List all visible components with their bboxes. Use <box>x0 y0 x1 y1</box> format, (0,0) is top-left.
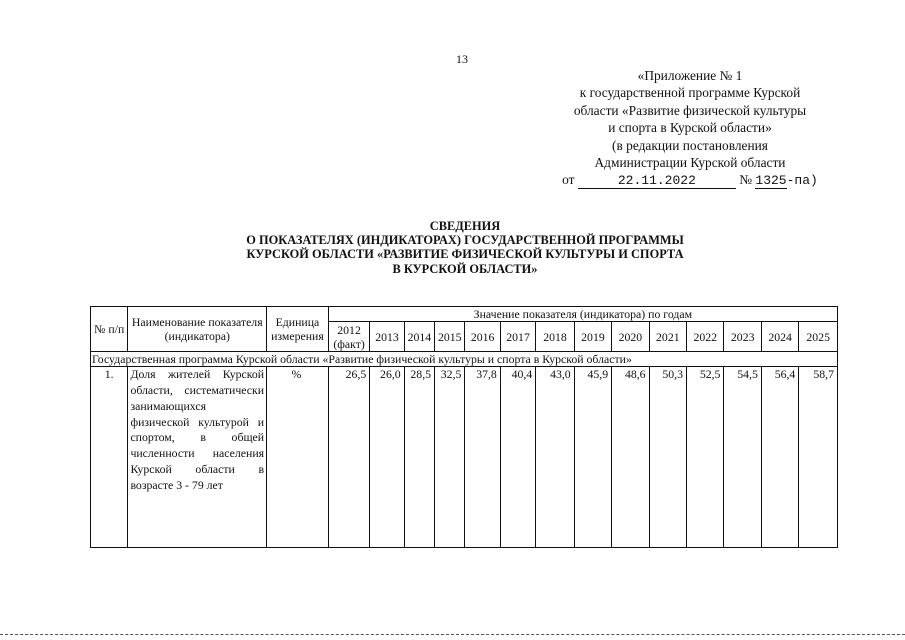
header-year: 2020 <box>612 322 649 352</box>
scan-edge-line <box>0 634 905 637</box>
header-year: 2021 <box>649 322 686 352</box>
row-value: 56,4 <box>761 367 798 548</box>
header-year: 2019 <box>574 322 611 352</box>
header-year: 2025 <box>799 322 838 352</box>
row-value: 54,5 <box>724 367 761 548</box>
header-name: Наименование показателя (индикатора) <box>128 307 267 352</box>
row-value: 26,0 <box>370 367 404 548</box>
row-value: 43,0 <box>536 367 574 548</box>
appendix-line: к государственной программе Курской <box>579 85 801 101</box>
header-year: 2012 (факт) <box>328 322 369 352</box>
row-value: 50,3 <box>649 367 686 548</box>
appendix-line: Администрации Курской области <box>594 155 786 171</box>
row-value: 45,9 <box>574 367 611 548</box>
appendix-line: «Приложение № 1 <box>637 68 743 83</box>
appendix-line: и спорта в Курской области» <box>608 120 772 136</box>
resolution-date-line <box>548 171 832 189</box>
row-value: 40,4 <box>500 367 535 548</box>
page-number: 13 <box>456 52 468 66</box>
row-name: Доля жителей Курской области, систематически занимающихся физической культурой и спортом, в общей численности населения Курской области в возрасте 3 - 79 лет <box>128 367 267 548</box>
header-year: 2015 <box>435 322 465 352</box>
row-unit: % <box>267 367 329 548</box>
program-row <box>91 352 838 367</box>
appendix-line: области «Развитие физической культуры <box>573 102 807 118</box>
heading-line: СВЕДЕНИЯ <box>429 219 501 233</box>
resolution-number: 1325 <box>755 173 787 189</box>
row-value: 26,5 <box>328 367 369 548</box>
row-value: 52,5 <box>687 367 724 548</box>
heading-line: О ПОКАЗАТЕЛЯХ (ИНДИКАТОРАХ) ГОСУДАРСТВЕННОЙ ПРОГРАММЫ <box>246 233 684 248</box>
appendix-block <box>548 67 832 190</box>
header-year: 2024 <box>761 322 798 352</box>
row-value: 58,7 <box>799 367 838 548</box>
header-year: 2023 <box>724 322 761 352</box>
header-year: 2022 <box>687 322 724 352</box>
header-num: № п/п <box>91 307 128 352</box>
table-row <box>91 367 838 548</box>
header-year: 2014 <box>404 322 434 352</box>
appendix-line: (в редакции постановления <box>612 137 768 153</box>
program-title: Государственная программа Курской области «Развитие физической культуры и спорта в Курской области» <box>91 352 838 367</box>
resolution-date: 22.11.2022 <box>578 174 736 189</box>
header-year: 2017 <box>500 322 535 352</box>
row-value: 32,5 <box>435 367 465 548</box>
row-value: 48,6 <box>612 367 649 548</box>
document-heading <box>215 219 715 276</box>
row-num: 1. <box>91 367 128 548</box>
resolution-suffix: -па) <box>786 173 818 189</box>
header-values-group: Значение показателя (индикатора) по годам <box>328 307 837 322</box>
row-value: 28,5 <box>404 367 434 548</box>
row-value: 37,8 <box>465 367 500 548</box>
header-year: 2018 <box>536 322 574 352</box>
header-year: 2013 <box>370 322 404 352</box>
header-year: 2016 <box>465 322 500 352</box>
indicators-table <box>90 306 838 548</box>
header-unit: Единица измерения <box>267 307 329 352</box>
heading-line: В КУРСКОЙ ОБЛАСТИ» <box>392 261 538 276</box>
heading-line: КУРСКОЙ ОБЛАСТИ «РАЗВИТИЕ ФИЗИЧЕСКОЙ КУЛЬТУРЫ И СПОРТА <box>246 247 684 262</box>
from-label: от <box>562 172 575 188</box>
number-label: № <box>739 172 753 188</box>
